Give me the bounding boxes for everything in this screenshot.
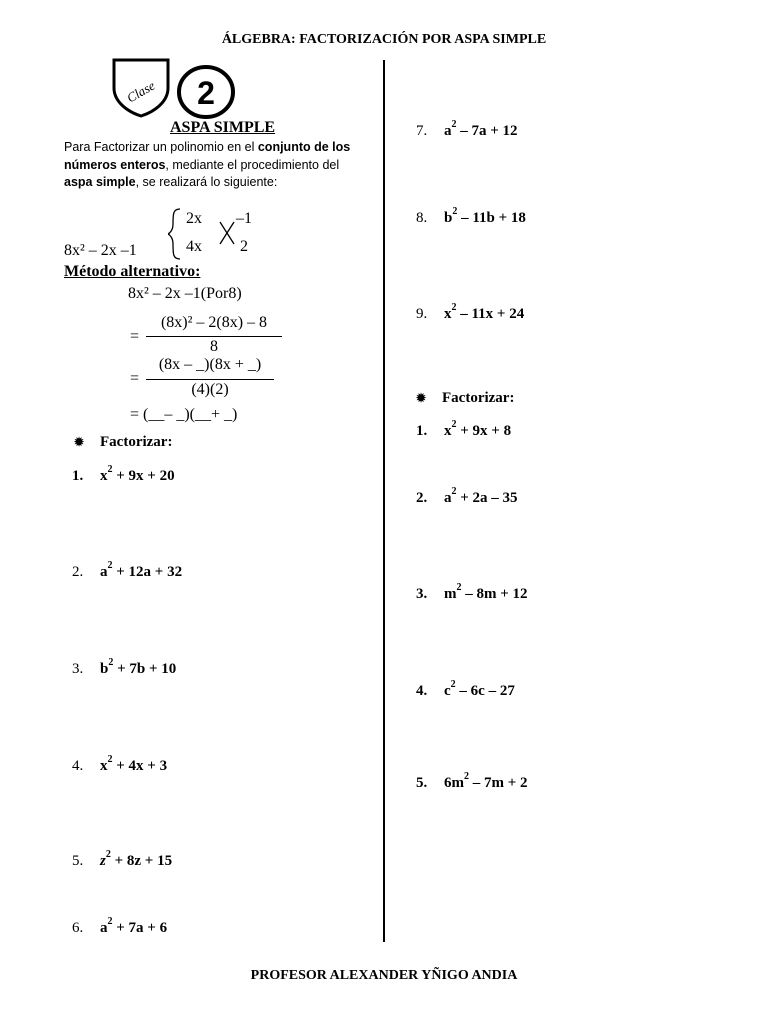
- alt-denominator-1: 8: [210, 338, 218, 355]
- right-b-exercise-2: 2. $a^2 + 2a - 35$: [416, 486, 518, 506]
- left-exercise-3: 3. $b^2 + 7b + 10$: [72, 657, 177, 677]
- aspa-factor-2: 2: [240, 238, 248, 255]
- class-number-badge: [176, 64, 236, 120]
- alt-eq-1: =: [130, 328, 140, 345]
- alt-denominator-2: (4)(2): [191, 381, 229, 398]
- alt-method-title: Método alternativo:: [64, 263, 201, 280]
- alt-fraction-line-2: [146, 379, 274, 380]
- intro-paragraph: Para Factorizar un polinomio en el conjunto de los números enteros, mediante el procedimiento del aspa simple, se realizará lo siguiente:: [64, 140, 351, 189]
- left-exercise-2: 2. $a^2 + 12a + 32$: [72, 560, 183, 580]
- footer-author: PROFESOR ALEXANDER YÑIGO ANDIA: [250, 968, 518, 983]
- asterisk-bullet-icon: ✹: [74, 435, 85, 449]
- alt-line-1: 8x² – 2x –1(Por8): [128, 285, 242, 302]
- alt-fraction-line-1: [146, 336, 282, 337]
- aspa-polynomial: 8x² – 2x –1: [64, 242, 137, 259]
- right-factorizar-heading: ✹ Factorizar:: [416, 390, 515, 406]
- right-b-exercise-4: 4. $c^2 - 6c - 27$: [416, 679, 515, 699]
- left-exercise-6: 6. $a^2 + 7a + 6$: [72, 916, 168, 936]
- alt-numerator-2: (8x – _)(8x + _): [158, 356, 262, 373]
- right-b-exercise-5: 5. $6m^2 - 7m + 2$: [416, 771, 528, 791]
- class-number: 2: [197, 75, 215, 111]
- shield-text: Clase: [124, 77, 158, 106]
- aspa-term-2: 4x: [186, 238, 202, 255]
- left-exercise-4: 4. $x^2 + 4x + 3$: [72, 754, 168, 774]
- aspa-brace: [168, 206, 278, 262]
- left-exercise-5: 5. $z^2 + 8z + 15$: [72, 849, 173, 869]
- section-title: ASPA SIMPLE: [170, 119, 276, 136]
- page-title: ÁLGEBRA: FACTORIZACIÓN POR ASPA SIMPLE: [221, 32, 547, 47]
- alt-line-4: = (__– _)(__+ _): [130, 406, 238, 423]
- alt-numerator-1: (8x)² – 2(8x) – 8: [160, 314, 268, 331]
- right-b-exercise-1: 1. $x^2 + 9x + 8$: [416, 419, 512, 439]
- right-exercise-9: 9. $x^2 - 11x + 24$: [416, 302, 525, 322]
- column-divider: [383, 60, 385, 942]
- asterisk-bullet-icon: ✹: [416, 391, 427, 405]
- right-exercise-7: 7. $a^2 - 7a + 12$: [416, 119, 518, 139]
- alt-eq-2: =: [130, 370, 140, 387]
- shield-logo: [110, 54, 172, 118]
- right-exercise-8: 8. $b^2 - 11b + 18$: [416, 206, 526, 226]
- left-factorizar-heading: ✹ Factorizar:: [74, 434, 173, 450]
- left-exercise-1: 1. $x^2 + 9x + 20$: [72, 464, 175, 484]
- aspa-factor-1: –1: [236, 210, 252, 227]
- aspa-term-1: 2x: [186, 210, 202, 227]
- right-b-exercise-3: 3. $m^2 - 8m + 12$: [416, 582, 528, 602]
